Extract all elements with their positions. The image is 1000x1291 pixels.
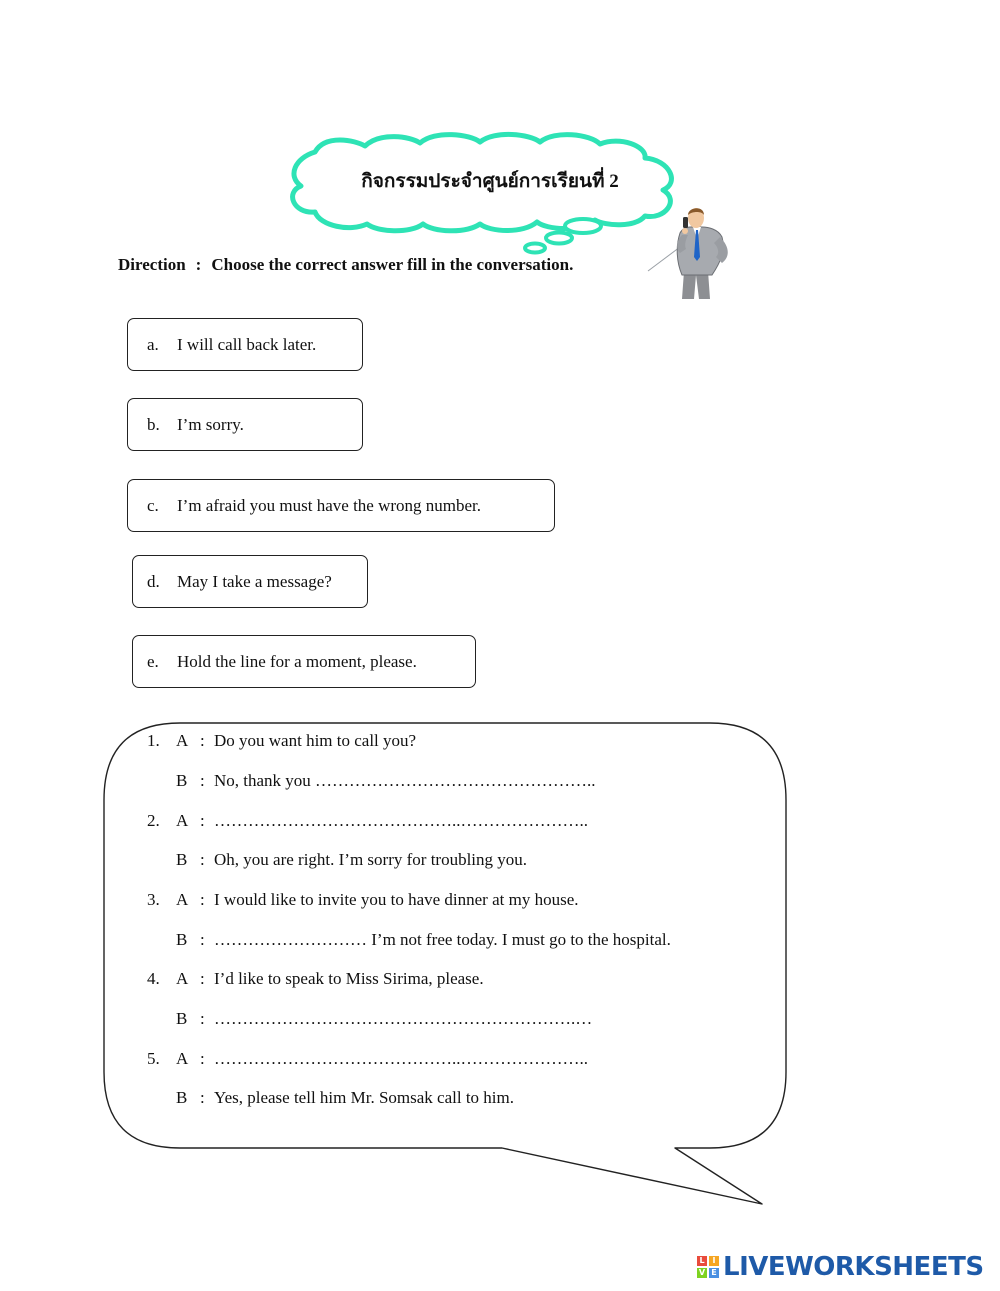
logo-blocks-icon [697,1256,719,1278]
direction-line [118,255,573,275]
speaker: B [176,1088,188,1107]
speaker: A [176,1049,189,1068]
option-letter: a. [147,334,159,354]
speaker: A [176,969,189,988]
speaker-colon: : [200,1049,205,1068]
dialogue-text: Yes, please tell him Mr. Somsak call to him. [214,1088,515,1107]
option-text: I’m sorry. [177,414,244,434]
speaker: B [176,771,188,790]
option-box-b [127,398,363,451]
speaker-colon: : [200,1009,205,1028]
speaker-colon: : [200,771,205,790]
option-box-e [132,635,476,688]
answer-blank[interactable]: ……………………………………………………….… [214,1009,593,1028]
option-box-d [132,555,368,608]
option-letter: d. [147,571,160,591]
dialogue-text: Oh, you are right. I’m sorry for troubling you. [214,850,528,869]
direction-text: Choose the correct answer fill in the conversation. [211,255,574,274]
question-number: 1. [147,731,160,750]
question-number: 4. [147,969,160,988]
speaker-colon: : [200,850,205,869]
speaker: B [176,930,188,949]
speaker-colon: : [200,969,205,988]
speaker-colon: : [200,890,205,909]
logo-block: V [698,1268,706,1277]
businessman-phone-illustration [646,205,736,301]
answer-blank[interactable]: ……………………………………..………………….. [214,1049,588,1068]
logo-block: I [709,1256,719,1266]
question-number: 5. [147,1049,160,1068]
answer-blank-text[interactable]: No, thank you ………………………………………….. [214,771,596,790]
option-letter: b. [147,414,160,434]
logo-block: L [697,1256,707,1266]
option-text: May I take a message? [177,571,332,591]
option-box-a [127,318,363,371]
question-number: 3. [147,890,160,909]
speech-bubble [100,720,800,1210]
speaker-colon: : [200,731,205,750]
speaker: A [176,731,189,750]
option-box-c [127,479,555,532]
dialogue-text: Do you want him to call you? [214,731,417,750]
speaker: A [176,811,189,830]
question-number: 2. [147,811,160,830]
speaker-colon: : [200,1088,205,1107]
option-text: I will call back later. [177,334,317,354]
option-text: I’m afraid you must have the wrong number. [177,495,482,515]
speaker: B [176,1009,188,1028]
logo-text: LIVEWORKSHEETS [723,1252,984,1282]
dialogue-text: I would like to invite you to have dinner at my house. [214,890,579,909]
option-letter: e. [147,651,159,671]
speaker-colon: : [200,930,205,949]
option-letter: c. [147,495,159,515]
speaker: A [176,890,189,909]
direction-label: Direction [118,255,186,274]
speaker-colon: : [200,811,205,830]
direction-separator: : [195,255,202,274]
answer-blank-text[interactable]: ……………………… I’m not free today. I must go to the hospital. [214,930,671,949]
speaker: B [176,850,188,869]
answer-blank[interactable]: ……………………………………..………………….. [214,811,588,830]
option-text: Hold the line for a moment, please. [177,651,417,671]
activity-title: กิจกรรมประจำศูนย์การเรียนที่ 2 [361,171,619,192]
liveworksheets-logo[interactable] [697,1252,984,1282]
logo-block: E [709,1268,719,1278]
dialogue-text: I’d like to speak to Miss Sirima, please. [214,969,484,988]
